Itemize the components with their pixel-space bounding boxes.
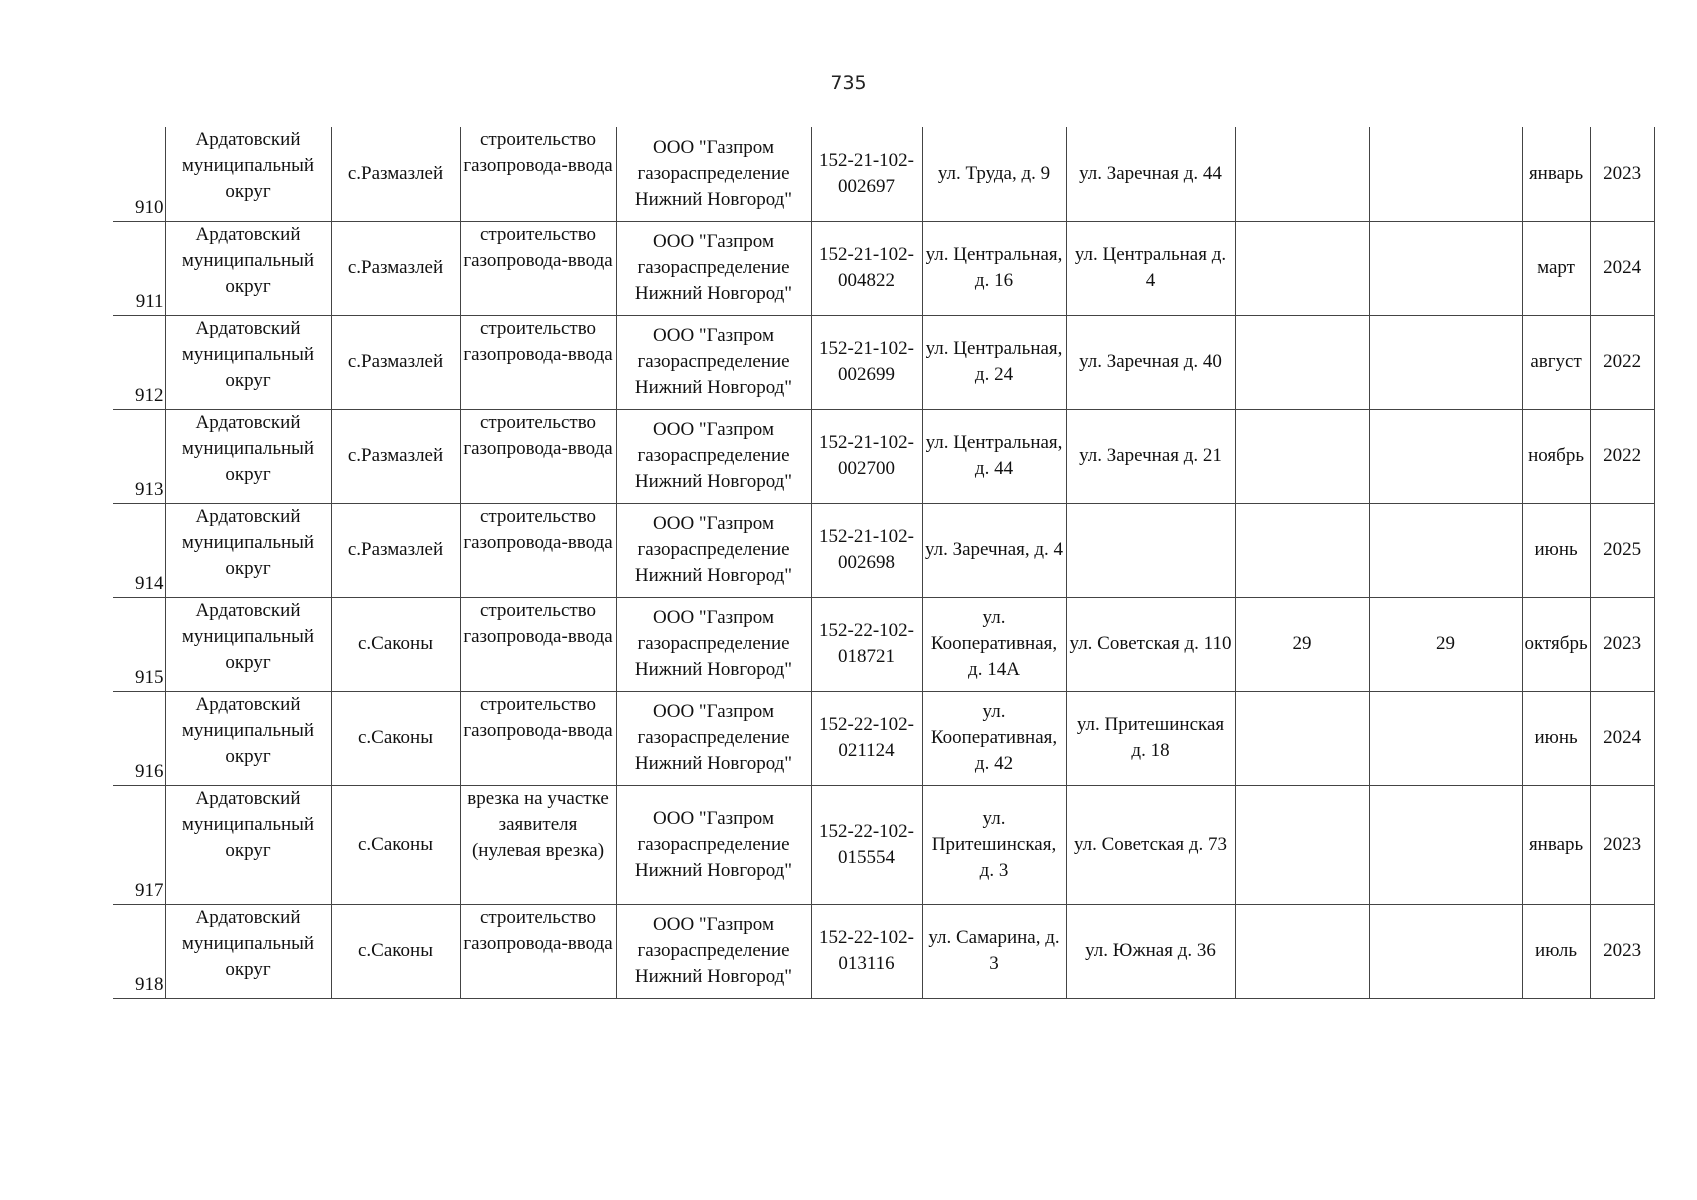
settlement-cell: с.Размазлей [331,409,460,503]
settlement-cell: с.Саконы [331,597,460,691]
object-address-cell: ул. Заречная д. 44 [1066,127,1235,221]
table-row [113,691,1654,785]
value-cell-10 [1369,503,1522,597]
value-cell-10 [1369,127,1522,221]
value-cell-9 [1235,691,1369,785]
application-code-cell: 152-22-102-013116 [811,904,922,998]
organization-cell: ООО "Газпром газораспределение Нижний Новгород" [616,503,811,597]
municipality-cell: Ардатовский муниципальный округ [165,221,331,315]
table-row [113,221,1654,315]
table-row [113,503,1654,597]
settlement-cell: с.Размазлей [331,127,460,221]
municipality-cell: Ардатовский муниципальный округ [165,315,331,409]
month-cell: июнь [1522,503,1590,597]
row-number: 915 [113,597,165,691]
value-cell-10: 29 [1369,597,1522,691]
object-address-cell: ул. Центральная д. 4 [1066,221,1235,315]
table-row [113,315,1654,409]
value-cell-10 [1369,315,1522,409]
year-cell: 2024 [1590,221,1654,315]
year-cell: 2025 [1590,503,1654,597]
organization-cell: ООО "Газпром газораспределение Нижний Новгород" [616,597,811,691]
year-cell: 2022 [1590,315,1654,409]
gas-connection-table [113,127,1655,999]
month-cell: январь [1522,127,1590,221]
work-type-cell: строительство газопровода-ввода [460,503,616,597]
settlement-cell: с.Размазлей [331,503,460,597]
application-code-cell: 152-21-102-004822 [811,221,922,315]
value-cell-10 [1369,785,1522,904]
connection-address-cell: ул. Заречная, д. 4 [922,503,1066,597]
settlement-cell: с.Саконы [331,904,460,998]
municipality-cell: Ардатовский муниципальный округ [165,904,331,998]
row-number: 916 [113,691,165,785]
object-address-cell: ул. Советская д. 73 [1066,785,1235,904]
value-cell-9 [1235,127,1369,221]
year-cell: 2022 [1590,409,1654,503]
work-type-cell: врезка на участке заявителя (нулевая врезка) [460,785,616,904]
application-code-cell: 152-22-102-021124 [811,691,922,785]
application-code-cell: 152-22-102-015554 [811,785,922,904]
connection-address-cell: ул. Самарина, д. 3 [922,904,1066,998]
work-type-cell: строительство газопровода-ввода [460,691,616,785]
year-cell: 2023 [1590,127,1654,221]
municipality-cell: Ардатовский муниципальный округ [165,785,331,904]
application-code-cell: 152-22-102-018721 [811,597,922,691]
value-cell-9 [1235,785,1369,904]
application-code-cell: 152-21-102-002697 [811,127,922,221]
value-cell-9 [1235,221,1369,315]
organization-cell: ООО "Газпром газораспределение Нижний Новгород" [616,221,811,315]
table-body [113,127,1654,998]
organization-cell: ООО "Газпром газораспределение Нижний Новгород" [616,315,811,409]
connection-address-cell: ул. Кооперативная, д. 14А [922,597,1066,691]
connection-address-cell: ул. Кооперативная, д. 42 [922,691,1066,785]
object-address-cell: ул. Притешинская д. 18 [1066,691,1235,785]
table-row [113,127,1654,221]
connection-address-cell: ул. Центральная, д. 16 [922,221,1066,315]
row-number: 913 [113,409,165,503]
year-cell: 2024 [1590,691,1654,785]
work-type-cell: строительство газопровода-ввода [460,409,616,503]
value-cell-10 [1369,409,1522,503]
month-cell: ноябрь [1522,409,1590,503]
work-type-cell: строительство газопровода-ввода [460,904,616,998]
municipality-cell: Ардатовский муниципальный округ [165,409,331,503]
table-row [113,785,1654,904]
month-cell: июль [1522,904,1590,998]
municipality-cell: Ардатовский муниципальный округ [165,691,331,785]
value-cell-10 [1369,221,1522,315]
object-address-cell [1066,503,1235,597]
organization-cell: ООО "Газпром газораспределение Нижний Новгород" [616,904,811,998]
table-row [113,409,1654,503]
organization-cell: ООО "Газпром газораспределение Нижний Новгород" [616,785,811,904]
work-type-cell: строительство газопровода-ввода [460,127,616,221]
row-number: 911 [113,221,165,315]
year-cell: 2023 [1590,597,1654,691]
municipality-cell: Ардатовский муниципальный округ [165,127,331,221]
row-number: 918 [113,904,165,998]
year-cell: 2023 [1590,904,1654,998]
municipality-cell: Ардатовский муниципальный округ [165,503,331,597]
connection-address-cell: ул. Центральная, д. 44 [922,409,1066,503]
month-cell: июнь [1522,691,1590,785]
row-number: 912 [113,315,165,409]
month-cell: август [1522,315,1590,409]
year-cell: 2023 [1590,785,1654,904]
organization-cell: ООО "Газпром газораспределение Нижний Новгород" [616,127,811,221]
row-number: 910 [113,127,165,221]
table-row [113,904,1654,998]
row-number: 917 [113,785,165,904]
value-cell-9 [1235,904,1369,998]
value-cell-10 [1369,691,1522,785]
connection-address-cell: ул. Труда, д. 9 [922,127,1066,221]
value-cell-10 [1369,904,1522,998]
object-address-cell: ул. Заречная д. 21 [1066,409,1235,503]
application-code-cell: 152-21-102-002699 [811,315,922,409]
settlement-cell: с.Размазлей [331,315,460,409]
settlement-cell: с.Саконы [331,691,460,785]
value-cell-9: 29 [1235,597,1369,691]
connection-address-cell: ул. Центральная, д. 24 [922,315,1066,409]
month-cell: октябрь [1522,597,1590,691]
settlement-cell: с.Саконы [331,785,460,904]
value-cell-9 [1235,503,1369,597]
connection-address-cell: ул. Притешинская, д. 3 [922,785,1066,904]
organization-cell: ООО "Газпром газораспределение Нижний Новгород" [616,409,811,503]
object-address-cell: ул. Заречная д. 40 [1066,315,1235,409]
value-cell-9 [1235,409,1369,503]
work-type-cell: строительство газопровода-ввода [460,315,616,409]
month-cell: март [1522,221,1590,315]
application-code-cell: 152-21-102-002700 [811,409,922,503]
page-number: 735 [830,72,867,94]
work-type-cell: строительство газопровода-ввода [460,597,616,691]
row-number: 914 [113,503,165,597]
value-cell-9 [1235,315,1369,409]
application-code-cell: 152-21-102-002698 [811,503,922,597]
table-row [113,597,1654,691]
month-cell: январь [1522,785,1590,904]
object-address-cell: ул. Южная д. 36 [1066,904,1235,998]
work-type-cell: строительство газопровода-ввода [460,221,616,315]
organization-cell: ООО "Газпром газораспределение Нижний Новгород" [616,691,811,785]
settlement-cell: с.Размазлей [331,221,460,315]
municipality-cell: Ардатовский муниципальный округ [165,597,331,691]
object-address-cell: ул. Советская д. 110 [1066,597,1235,691]
